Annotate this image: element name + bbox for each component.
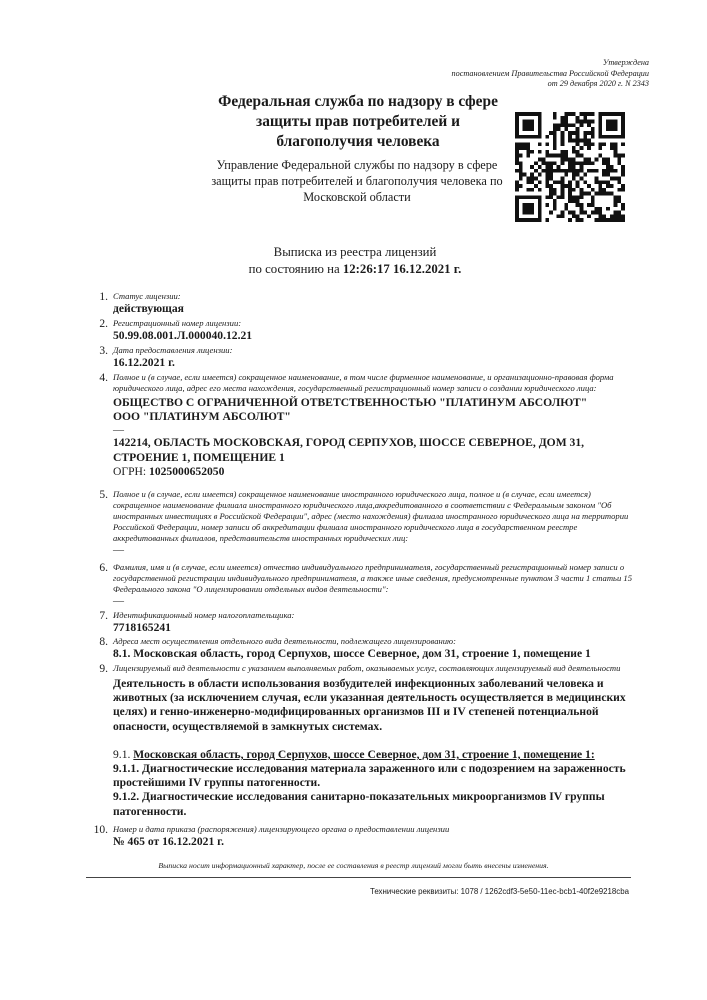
item-value: — <box>113 595 124 607</box>
item-label: Полное и (в случае, если имеется) сокращенное наименование иностранного юридического лица, полное и (в случае, если имеется) сокращенное наименование филиала иностранного юридического лица,аккредитованного в соответствии с Федеральным законом "Об иностранных инвестициях в Российской Федерации", адрес (место нахождения) филиала иностранного юридического лица на территории Российской Федерации, номер записи об аккредитации филиала иностранного юридического лица в государственном реестре аккредитованных филиалов, представительств иностранных юридических лиц: <box>113 489 629 543</box>
item-number: 3. <box>99 345 108 357</box>
ogrn-value: 1025000652050 <box>149 464 225 478</box>
item-number: 4. <box>99 372 108 384</box>
item-number: 5. <box>99 489 108 501</box>
entity-address: 142214, ОБЛАСТЬ МОСКОВСКАЯ, ГОРОД СЕРПУХОВ, ШОССЕ СЕВЕРНОЕ, ДОМ 31, СТРОЕНИЕ 1, ПОМЕЩЕНИЕ 1 <box>113 436 585 464</box>
item-number: 1. <box>99 291 108 303</box>
item-1-license-status <box>99 291 633 316</box>
item-label: Адреса мест осуществления отдельного вида деятельности, подлежащего лицензированию: <box>113 636 456 646</box>
extract-date-prefix: по состоянию на <box>248 262 340 276</box>
entity-full-name: ОБЩЕСТВО С ОГРАНИЧЕННОЙ ОТВЕТСТВЕННОСТЬЮ "ПЛАТИНУМ АБСОЛЮТ" <box>113 396 588 409</box>
approval-note <box>349 58 649 90</box>
entity-dash: — <box>113 424 124 437</box>
sub-prefix: 9.1. <box>113 747 131 761</box>
activity-work-1: 9.1.1. Диагностические исследования материала зараженного или с подозрением на зараженность простейшими IV группы патогенности. <box>113 762 626 790</box>
item-value: — <box>113 544 124 556</box>
extract-heading <box>180 244 530 278</box>
item-3-issue-date <box>99 345 633 370</box>
item-label: Номер и дата приказа (распоряжения) лицензирующего органа о предоставлении лицензии <box>113 824 450 834</box>
sub-address: Московская область, город Серпухов, шоссе Северное, дом 31, строение 1, помещение 1: <box>133 747 595 761</box>
item-9-licensed-activity <box>99 663 633 819</box>
item-7-tax-id <box>99 610 633 635</box>
agency-title: Федеральная служба по надзору в сфере защиты прав потребителей и благополучия человека <box>218 93 498 150</box>
item-number: 7. <box>99 610 108 622</box>
item-number: 9. <box>99 663 108 675</box>
item-value: 7718165241 <box>113 621 171 634</box>
item-label: Статус лицензии: <box>113 291 181 301</box>
footer-notice: Выписка носит информационный характер, после ее составления в реестр лицензий могли быть внесены изменения. <box>158 861 549 870</box>
item-label: Регистрационный номер лицензии: <box>113 318 242 328</box>
footer-divider <box>86 877 631 878</box>
item-8-activity-addresses <box>99 636 633 661</box>
item-label: Дата предоставления лицензии: <box>113 345 233 355</box>
item-label: Фамилия, имя и (в случае, если имеется) отчество индивидуального предпринимателя, государственный регистрационный номер записи о государственной регистрации индивидуального предпринимателя, а также иные сведения, предусмотренные пунктом 3 части 1 статьи 15 Федерального закона "О лицензировании отдельных видов деятельности": <box>113 562 633 594</box>
extract-datetime: 12:26:17 16.12.2021 г. <box>342 262 462 276</box>
item-value: 50.99.08.001.Л.000040.12.21 <box>113 329 253 342</box>
item-4-legal-entity <box>99 372 633 479</box>
item-2-registration-number <box>99 318 633 343</box>
extract-title: Выписка из реестра лицензий <box>273 245 437 259</box>
qr-code <box>515 112 625 222</box>
item-number: 8. <box>99 636 108 648</box>
item-number: 2. <box>99 318 108 330</box>
item-5-foreign-entity <box>99 489 633 556</box>
technical-details: Технические реквизиты: 1078 / 1262cdf3-5e50-11ec-bcb1-40f2e9218cba <box>369 887 629 896</box>
activity-description: Деятельность в области использования возбудителей инфекционных заболеваний человека и животных (за исключением случая, если указанная деятельность осуществляется в медицинских целях) и генно-инженерно-модифицированных организмов III и IV степеней потенциальной опасности, осуществляемой в замкнутых системах. <box>113 677 626 733</box>
item-value: 16.12.2021 г. <box>113 356 175 369</box>
item-label: Полное и (в случае, если имеется) сокращенное наименование, в том числе фирменное наименование, и организационно-правовая форма юридического лица, адрес его места нахождения, государственный регистрационный номер записи о создании юридического лица: <box>113 372 614 393</box>
item-number: 10. <box>93 824 108 836</box>
item-value: 8.1. Московская область, город Серпухов, шоссе Северное, дом 31, строение 1, помещение 1 <box>113 647 591 660</box>
entity-ogrn <box>113 465 633 479</box>
department-name: Управление Федеральной службы по надзору в сфере защиты прав потребителей и благополучия человека по Московской области <box>211 158 503 204</box>
item-10-order <box>93 824 633 849</box>
approval-line-3: от 29 декабря 2020 г. N 2343 <box>547 79 649 88</box>
activity-work-2: 9.1.2. Диагностические исследования санитарно-показательных микроорганизмов IV группы патогенности. <box>113 790 605 818</box>
item-number: 6. <box>99 562 108 574</box>
activity-address <box>113 748 633 762</box>
ogrn-label: ОГРН: <box>113 464 147 478</box>
item-value: действующая <box>113 302 184 315</box>
item-label: Лицензируемый вид деятельности с указанием выполняемых работ, оказываемых услуг, составляющих лицензируемый вид деятельности <box>113 663 621 673</box>
entity-short-name: ООО "ПЛАТИНУМ АБСОЛЮТ" <box>113 410 291 424</box>
extract-date-line <box>180 261 530 278</box>
item-6-individual-entrepreneur <box>99 562 633 607</box>
item-label: Идентификационный номер налогоплательщика: <box>113 610 295 620</box>
approval-line-1: Утверждена <box>602 58 649 67</box>
item-value: № 465 от 16.12.2021 г. <box>113 835 225 848</box>
approval-line-2: постановлением Правительства Российской Федерации <box>451 68 649 78</box>
